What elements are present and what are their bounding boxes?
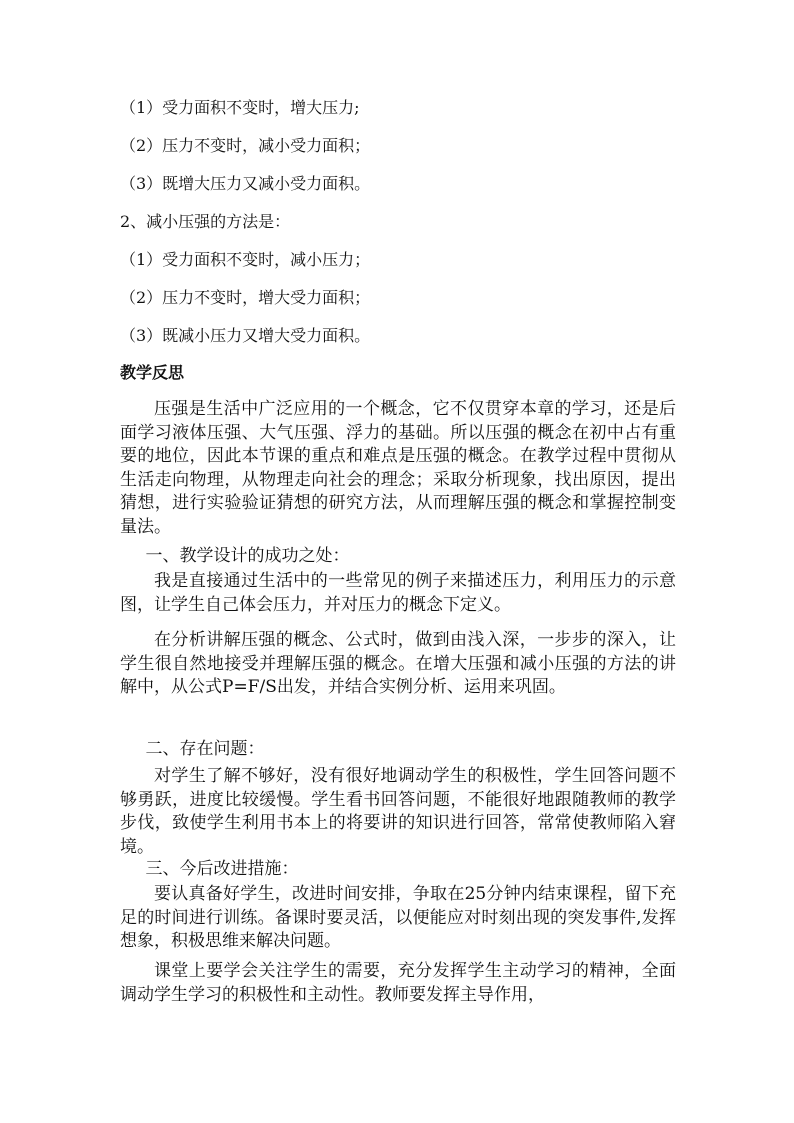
reflection-intro-paragraph: 压强是生活中广泛应用的一个概念，它不仅贯穿本章的学习，还是后面学习液体压强、大气压强、浮力的基础。所以压强的概念在初中占有重要的地位，因此本节课的重点和难点是压强的概念。在教学过程中贯彻从生活走向物理，从物理走向社会的理念；采取分析现象，找出原因，提出猜想，进行实验验证猜想的研究方法，从而理解压强的概念和掌握控制变量法。 <box>120 399 676 537</box>
problems-paragraph: 对学生了解不够好，没有很好地调动学生的积极性，学生回答问题不够勇跃，进度比较缓慢。学生看书回答问题，不能很好地跟随教师的教学步伐，致使学生利用书本上的将要讲的知识进行回答，常常使教师陷入窘境。 <box>120 766 676 857</box>
success-paragraph-2: 在分析讲解压强的概念、公式时，做到由浅入深，一步步的深入，让学生很自然地接受并理解压强的概念。在增大压强和减小压强的方法的讲解中，从公式P=F/S出发，并结合实例分析、运用来巩固。 <box>120 630 676 698</box>
improve-paragraph-2: 课堂上要学会关注学生的需要，充分发挥学生主动学习的精神，全面调动学生学习的积极性和主动性。教师要发挥主导作用， <box>120 961 676 1005</box>
decrease-method-item-1: （1）受力面积不变时，减小压力； <box>120 250 371 269</box>
decrease-method-heading: 2、减小压强的方法是： <box>120 212 291 231</box>
improve-heading: 三、今后改进措施： <box>145 859 299 879</box>
success-heading: 一、教学设计的成功之处： <box>145 546 350 566</box>
reflection-title: 教学反思 <box>120 363 185 382</box>
increase-method-item-1: （1）受力面积不变时，增大压力; <box>120 98 360 117</box>
success-paragraph-1: 我是直接通过生活中的一些常见的例子来描述压力，利用压力的示意图，让学生自己体会压力，并对压力的概念下定义。 <box>120 571 676 615</box>
improve-paragraph-1: 要认真备好学生，改进时间安排，争取在25分钟内结束课程，留下充足的时间进行训练。备课时要灵活，以便能应对时刻出现的突发事件,发挥想象，积极思维来解决问题。 <box>120 884 676 952</box>
increase-method-item-3: （3）既增大压力又减小受力面积。 <box>120 174 371 193</box>
decrease-method-item-3: （3）既减小压力又增大受力面积。 <box>120 326 371 345</box>
problems-heading: 二、存在问题： <box>145 739 265 759</box>
increase-method-item-2: （2）压力不变时，减小受力面积； <box>120 136 371 155</box>
decrease-method-item-2: （2）压力不变时，增大受力面积； <box>120 288 371 307</box>
